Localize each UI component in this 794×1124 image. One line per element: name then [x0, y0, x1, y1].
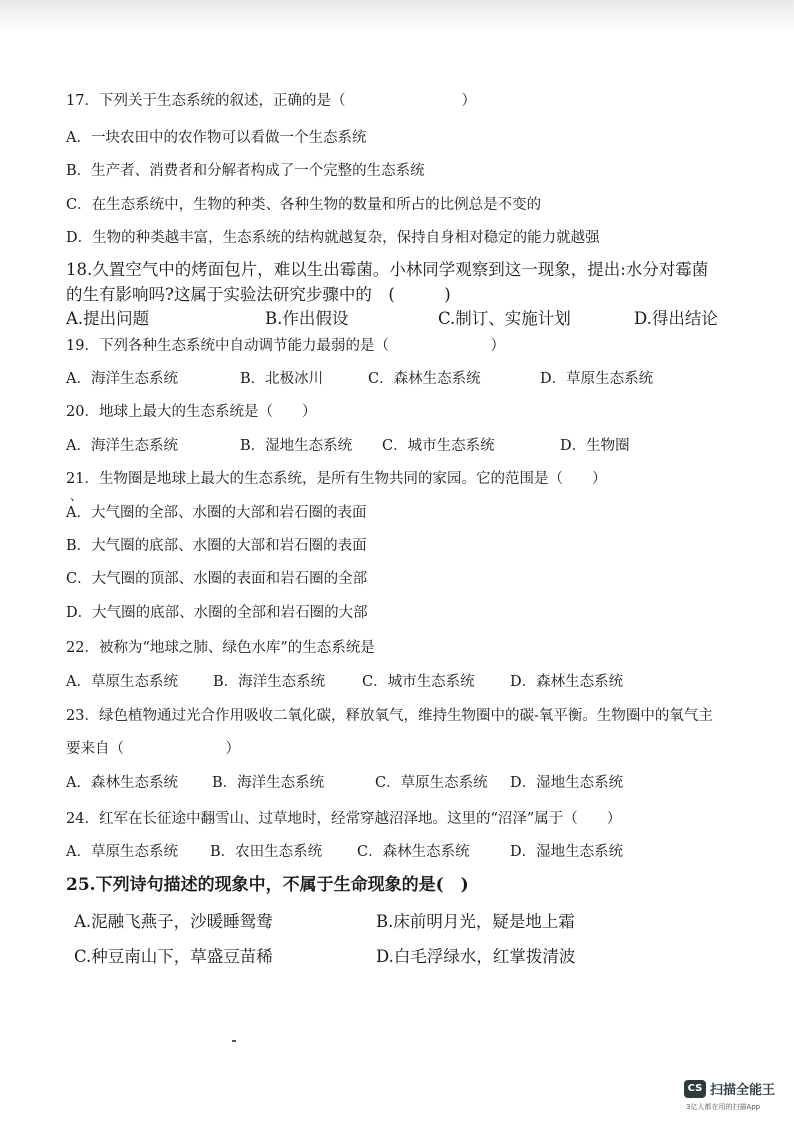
watermark-tagline: 3亿人都在用的扫描App — [686, 1103, 761, 1111]
question-21-option-d: D．大气圈的底部、水圈的全部和岩石圈的大部 — [66, 605, 368, 621]
question-21-option-b: B．大气圈的底部、水圈的大部和岩石圈的表面 — [66, 538, 367, 554]
question-19-option-a: A．海洋生态系统 — [66, 371, 178, 387]
question-22-option-d: D．森林生态系统 — [510, 674, 624, 690]
question-20-option-a: A．海洋生态系统 — [66, 438, 178, 454]
question-20-option-b: B．湿地生态系统 — [240, 438, 353, 454]
question-19-option-d: D．草原生态系统 — [540, 371, 654, 387]
question-20-stem: 20．地球上最大的生态系统是（ ） — [66, 404, 317, 420]
question-25-stem: 25.下列诗句描述的现象中，不属于生命现象的是( ) — [66, 875, 469, 895]
question-24-option-a: A．草原生态系统 — [66, 844, 178, 860]
question-20-option-c: C．城市生态系统 — [382, 438, 495, 454]
question-17-option-b: B．生产者、消费者和分解者构成了一个完整的生态系统 — [66, 163, 425, 179]
question-25-option-c: C.种豆南山下，草盛豆苗稀 — [74, 947, 273, 966]
question-17-option-a: A．一块农田中的农作物可以看做一个生态系统 — [66, 130, 367, 146]
question-22-stem: 22．被称为“地球之肺、绿色水库”的生态系统是 — [66, 640, 375, 656]
question-22-option-b: B．海洋生态系统 — [213, 674, 326, 690]
question-18-option-c: C.制订、实施计划 — [438, 309, 571, 328]
stray-mark: 、 — [70, 489, 83, 503]
question-18-option-d: D.得出结论 — [634, 309, 718, 328]
question-25-option-b: B.床前明月光，疑是地上霜 — [376, 912, 575, 931]
question-17-stem: 17．下列关于生态系统的叙述，正确的是（ ） — [66, 93, 476, 109]
question-18-option-a: A.提出问题 — [66, 309, 150, 328]
question-22-option-c: C．城市生态系统 — [362, 674, 475, 690]
question-23-option-a: A．森林生态系统 — [66, 775, 178, 791]
stray-dot — [232, 1040, 236, 1042]
camscanner-logo-icon: CS — [684, 1080, 706, 1098]
question-25-option-a: A.泥融飞燕子，沙暖睡鸳鸯 — [74, 912, 273, 931]
question-24-option-c: C．森林生态系统 — [357, 844, 470, 860]
question-24-option-b: B．农田生态系统 — [210, 844, 323, 860]
question-17-option-d: D．生物的种类越丰富，生态系统的结构就越复杂，保持自身相对稳定的能力就越强 — [66, 230, 600, 246]
question-24-option-d: D．湿地生态系统 — [510, 844, 624, 860]
scan-shadow — [0, 0, 794, 34]
question-21-option-a: A．大气圈的全部、水圈的大部和岩石圈的表面 — [66, 505, 367, 521]
question-18-option-b: B.作出假设 — [265, 309, 349, 328]
question-23-option-c: C．草原生态系统 — [375, 775, 488, 791]
question-19-stem: 19．下列各种生态系统中自动调节能力最弱的是（ ） — [66, 338, 505, 354]
question-23-stem-line1: 23．绿色植物通过光合作用吸收二氧化碳，释放氧气，维持生物圈中的碳-氧平衡。生物圈中的氧气主 — [66, 708, 713, 724]
question-18-stem-line2: 的生有影响吗?这属于实验法研究步骤中的 ( ) — [66, 285, 451, 304]
question-21-stem: 21．生物圈是地球上最大的生态系统，是所有生物共同的家园。它的范围是（ ） — [66, 471, 607, 487]
question-17-option-c: C．在生态系统中，生物的种类、各种生物的数量和所占的比例总是不变的 — [66, 197, 542, 213]
question-23-stem-line2: 要来自（ ） — [66, 741, 240, 757]
question-22-option-a: A．草原生态系统 — [66, 674, 178, 690]
question-19-option-c: C．森林生态系统 — [368, 371, 481, 387]
scanner-watermark — [684, 1078, 788, 1116]
question-23-option-b: B．海洋生态系统 — [212, 775, 325, 791]
question-24-stem: 24．红军在长征途中翻雪山、过草地时，经常穿越沼泽地。这里的“沼泽”属于（ ） — [66, 811, 622, 827]
question-25-option-d: D.白毛浮绿水，红掌拨清波 — [376, 947, 576, 966]
question-19-option-b: B．北极冰川 — [240, 371, 324, 387]
question-18-stem-line1: 18.久置空气中的烤面包片，难以生出霉菌。小林同学观察到这一现象，提出:水分对霉菌 — [66, 260, 709, 279]
question-20-option-d: D．生物圈 — [560, 438, 630, 454]
question-23-option-d: D．湿地生态系统 — [510, 775, 624, 791]
question-21-option-c: C．大气圈的顶部、水圈的表面和岩石圈的全部 — [66, 571, 368, 587]
watermark-app-name: 扫描全能王 — [710, 1083, 776, 1098]
